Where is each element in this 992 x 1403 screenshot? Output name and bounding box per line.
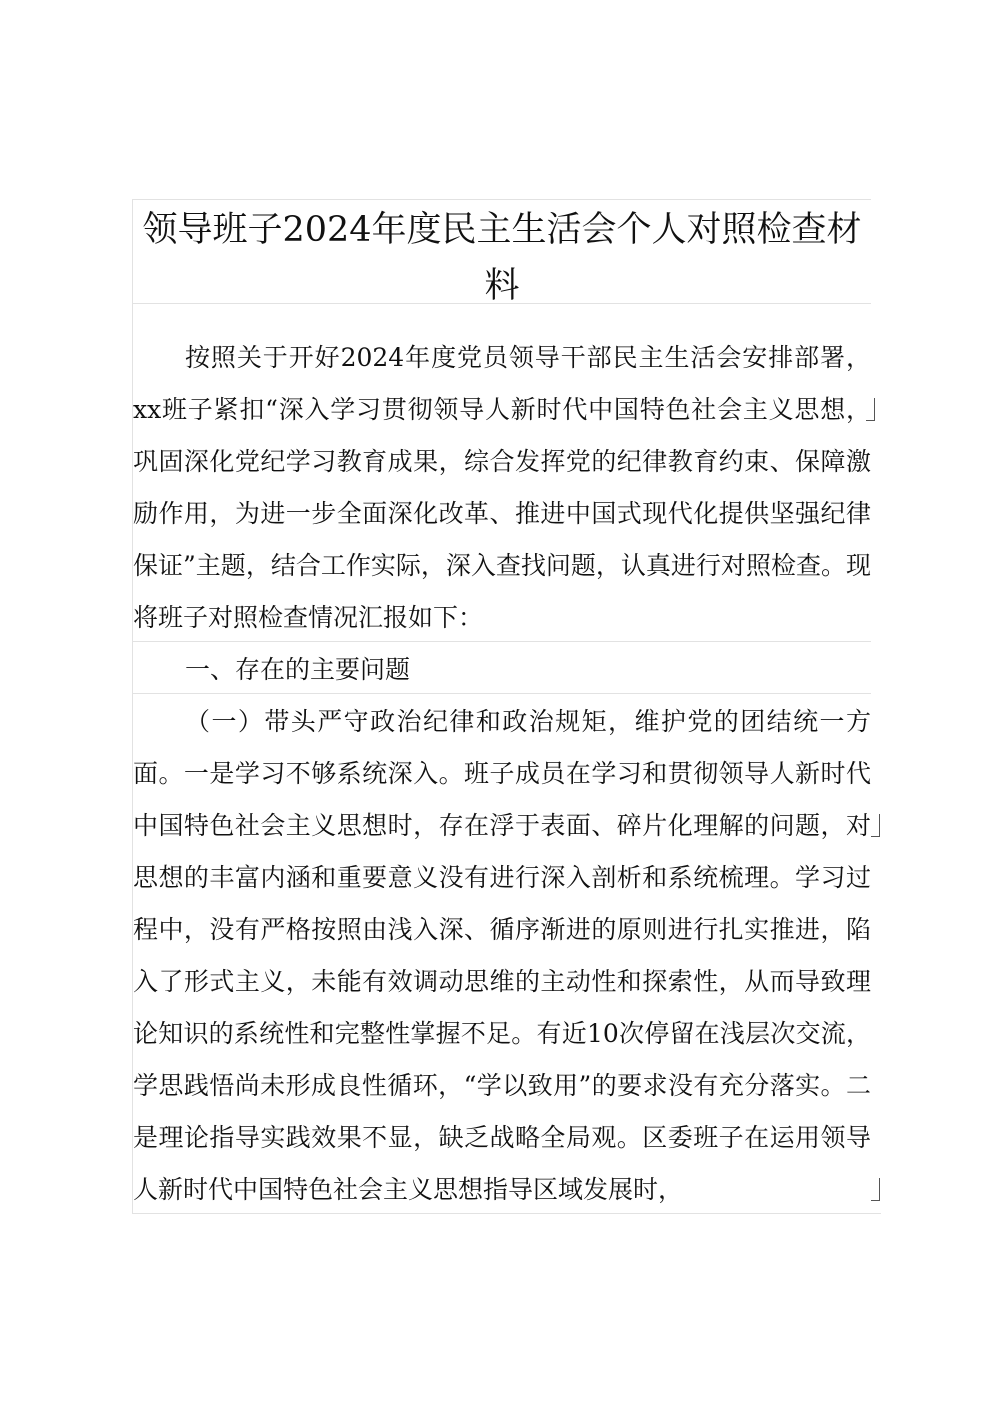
frame-top-line <box>133 199 871 200</box>
section-heading: 一、存在的主要问题 <box>185 655 411 684</box>
margin-mark-1 <box>866 398 875 421</box>
margin-mark-2 <box>871 814 880 837</box>
section-paragraph: （一）带头严守政治纪律和政治规矩，维护党的团结统一方面。一是学习不够系统深入。班子成员在学习和贯彻领导人新时代中国特色社会主义思想时，存在浮于表面、碎片化理解的问题，对思想的丰富内涵和重要意义没有进行深入剖析和系统梳理。学习过程中，没有严格按照由浅入深、循序渐进的原则进行扎实推进，陷入了形式主义，未能有效调动思维的主动性和探索性，从而导致理论知识的系统性和完整性掌握不足。有近10次停留在浅层次交流，学思践悟尚未形成良性循环，“学以致用”的要求没有充分落实。二是理论指导实践效果不显，缺乏战略全局观。区委班子在运用领导人新时代中国特色社会主义思想指导区域发展时， <box>133 707 871 1204</box>
document-title: 领导班子2024年度民主生活会个人对照检查材料 <box>142 210 862 306</box>
margin-mark-3 <box>871 1178 880 1201</box>
intro-paragraph: 按照关于开好2024年度党员领导干部民主生活会安排部署，xx班子紧扣“深入学习贯彻领导人新时代中国特色社会主义思想，巩固深化党纪学习教育成果，综合发挥党的纪律教育约束、保障激励作用，为进一步全面深化改革、推进中国式现代化提供坚强纪律保证”主题，结合工作实际，深入查找问题，认真进行对照检查。现将班子对照检查情况汇报如下： <box>133 343 871 632</box>
